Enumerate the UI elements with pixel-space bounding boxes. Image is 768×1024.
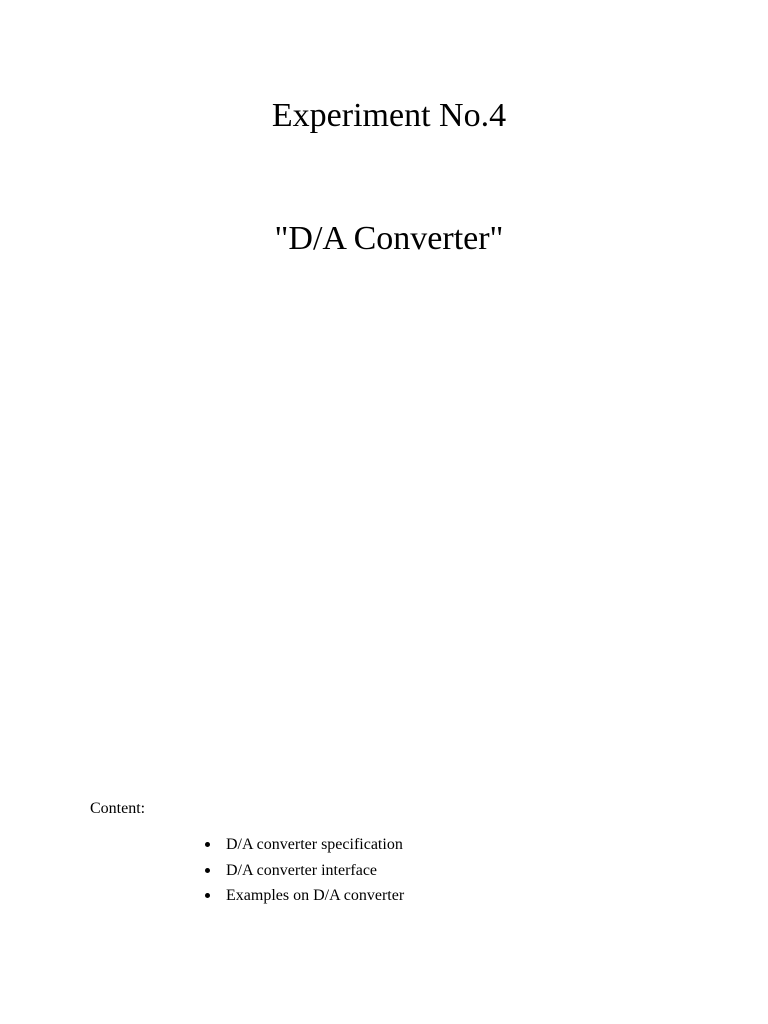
bullet-icon	[205, 842, 210, 847]
list-item-text: D/A converter specification	[226, 836, 403, 853]
bullet-icon	[205, 868, 210, 873]
list-item-text: D/A converter interface	[226, 861, 378, 879]
list-item-text: Examples on D/A converter	[226, 887, 405, 904]
list-item	[226, 834, 404, 860]
page-title: Experiment No.4	[271, 97, 507, 134]
bullet-icon	[205, 893, 210, 898]
list-item	[226, 860, 404, 886]
content-list	[226, 834, 404, 911]
content-label: Content:	[90, 800, 146, 817]
list-item	[226, 885, 404, 911]
page-subtitle: "D/A Converter"	[274, 220, 504, 257]
